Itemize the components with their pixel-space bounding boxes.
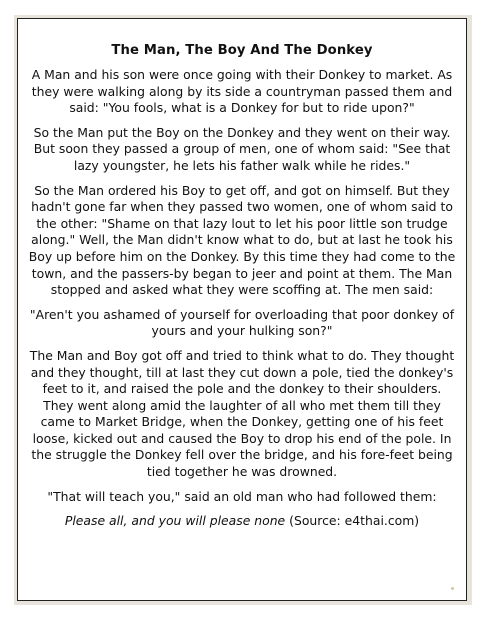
paragraph-5: The Man and Boy got off and tried to think what to do. They thought and they thought, till at last they cut down a pole, tied the donkey's feet to it, and raised the pole and the donkey to their shoulders. They went along amid the laughter of all who met them till they came to Market Bridge, when the Donkey, getting one of his feet loose, kicked out and caused the Boy to drop his end of the pole. In the struggle the Donkey fell over the bridge, and his fore-feet being tied together he was drowned. xyxy=(29,347,455,480)
corner-dot xyxy=(451,587,454,590)
moral-text: Please all, and you will please none xyxy=(64,513,286,529)
story-title: The Man, The Boy And The Donkey xyxy=(111,43,373,58)
document-page xyxy=(17,18,467,601)
paragraph-4: "Aren't you ashamed of yourself for overloading that poor donkey of yours and your hulking son?" xyxy=(29,306,455,339)
paragraph-3: So the Man ordered his Boy to get off, and got on himself. But they hadn't gone far when they passed two women, one of whom said to the other: "Shame on that lazy lout to let his poor little son trudge along." Well, the Man didn't know what to do, but at last he took his Boy up before him on the Donkey. By this time they had come to the town, and the passers-by began to jeer and point at them. The Man stopped and asked what they were scoffing at. The men said: xyxy=(28,182,456,298)
paragraph-1: A Man and his son were once going with their Donkey to market. As they were walking along by its side a countryman passed them and said: "You fools, what is a Donkey for but to ride upon?" xyxy=(31,67,453,116)
source-text: (Source: e4thai.com) xyxy=(285,513,420,529)
paragraph-6: "That will teach you," said an old man who had followed them: xyxy=(47,488,437,504)
moral-line xyxy=(28,513,456,530)
paragraph-2: So the Man put the Boy on the Donkey and they went on their way. But soon they passed a group of men, one of whom said: "See that lazy youngster, he lets his father walk while he rides." xyxy=(33,124,451,173)
